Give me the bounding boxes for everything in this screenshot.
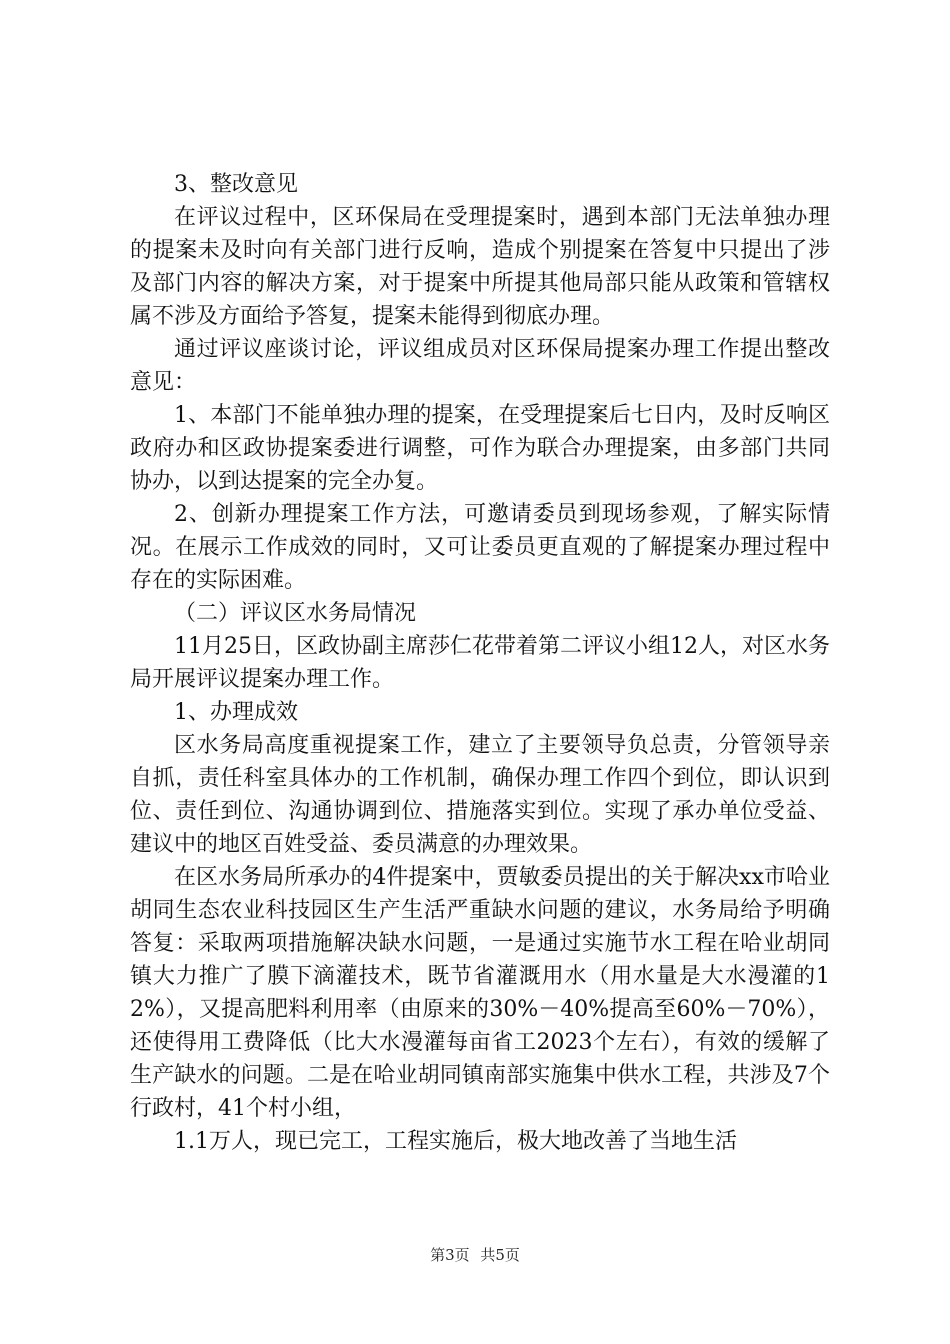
paragraph: 区水务局高度重视提案工作，建立了主要领导负总责，分管领导亲自抓，责任科室具体办的工作机制，确保办理工作四个到位，即认识到位、责任到位、沟通协调到位、措施落实到位。实现了承办单位受益、建议中的地区百姓受益、委员满意的办理效果。 — [130, 733, 830, 857]
paragraph: 在区水务局所承办的4件提案中，贾敏委员提出的关于解决xx市哈业胡同生态农业科技园区生产生活严重缺水问题的建议，水务局给予明确答复：采取两项措施解决缺水问题，一是通过实施节水工程在哈业胡同镇大力推广了膜下滴灌技术，既节省灌溉用水（用水量是大水漫灌的12%），又提高肥料利用率（由原来的30%－40%提高至60%－70%），还使得用工费降低（比大水漫灌每亩省工2023个左右），有效的缓解了生产缺水的问题。二是在哈业胡同镇南部实施集中供水工程，共涉及7个行政村，41个村小组， — [130, 865, 830, 1121]
paragraph: 通过评议座谈讨论，评议组成员对区环保局提案办理工作提出整改意见： — [130, 337, 830, 395]
list-item: 2、创新办理提案工作方法，可邀请委员到现场参观，了解实际情况。在展示工作成效的同时，又可让委员更直观的了解提案办理过程中存在的实际困难。 — [130, 502, 830, 593]
section-heading-rectification: 3、整改意见 — [174, 172, 298, 197]
list-item: 1、本部门不能单独办理的提案，在受理提案后七日内，及时反响区政府办和区政协提案委进行调整，可作为联合办理提案，由多部门共同协办，以到达提案的完全办复。 — [130, 403, 830, 494]
section-heading-water-bureau: （二）评议区水务局情况 — [174, 601, 417, 626]
page-footer — [0, 1244, 950, 1265]
page-number: 第3页 — [430, 1246, 470, 1264]
paragraph: 11月25日，区政协副主席莎仁花带着第二评议小组12人，对区水务局开展评议提案办理工作。 — [130, 634, 830, 692]
page-total: 共5页 — [480, 1246, 520, 1264]
paragraph: 在评议过程中，区环保局在受理提案时，遇到本部门无法单独办理的提案未及时向有关部门进行反响，造成个别提案在答复中只提出了涉及部门内容的解决方案，对于提案中所提其他局部只能从政策和管辖权属不涉及方面给予答复，提案未能得到彻底办理。 — [130, 205, 830, 329]
section-heading-results: 1、办理成效 — [174, 700, 298, 725]
paragraph: 1.1万人，现已完工，工程实施后，极大地改善了当地生活 — [174, 1129, 737, 1154]
document-body — [130, 168, 830, 1158]
